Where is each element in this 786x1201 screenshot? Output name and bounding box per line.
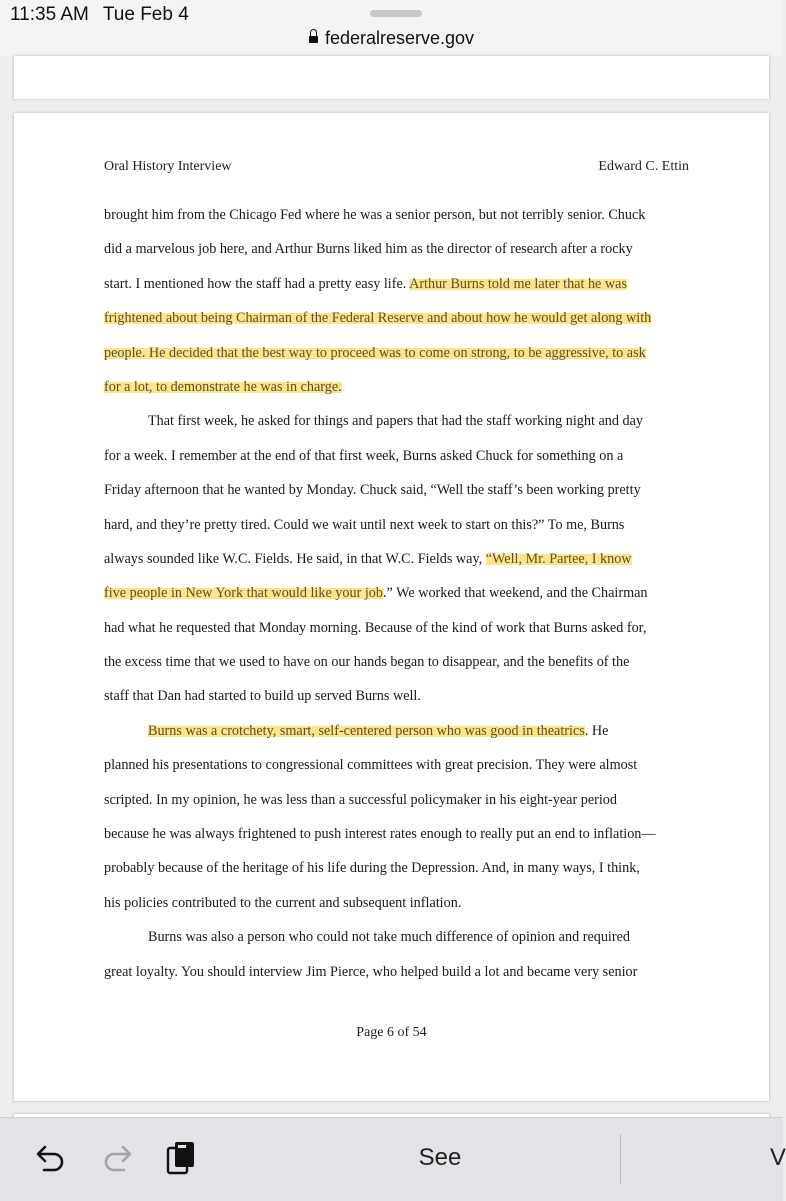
highlighted-text: Burns was a crotchety, smart, self-centered person who was good in theatrics (148, 722, 585, 739)
text-line (104, 955, 700, 989)
text-line (104, 301, 700, 335)
highlighted-text: people. He decided that the best way to proceed was to come on strong, to be aggressive, to ask (104, 344, 646, 361)
page-footer: Page 6 of 54 (356, 1025, 427, 1040)
text-line (104, 267, 700, 301)
text-segment: hard, and they’re pretty tired. Could we wait until next week to start on this?” To me, Burns (104, 516, 625, 533)
text-segment: because he was always frightened to push interest rates enough to really put an end to inflation— (104, 826, 656, 843)
text-line (104, 232, 700, 266)
text-line (104, 748, 700, 782)
text-line (104, 370, 700, 404)
text-segment: That first week, he asked for things and papers that had the staff working night and day (148, 413, 643, 430)
clipboard-button[interactable] (163, 1140, 199, 1176)
text-segment: his policies contributed to the current and subsequent inflation. (104, 894, 462, 911)
text-line (104, 920, 700, 954)
text-line (104, 714, 700, 748)
document-page (14, 113, 769, 1101)
text-segment: Friday afternoon that he wanted by Monday. Chuck said, “Well the staff’s been working pretty (104, 482, 641, 499)
status-date: Tue Feb 4 (102, 4, 189, 25)
text-segment: the excess time that we used to have on our hands began to disappear, and the benefits of the (104, 654, 630, 671)
lock-icon (309, 36, 318, 43)
text-segment: scripted. In my opinion, he was less than a successful policymaker in his eight-year period (104, 791, 617, 808)
text-segment: for a week. I remember at the end of that first week, Burns asked Chuck for something on a (104, 447, 624, 464)
text-line (104, 611, 700, 645)
text-line (104, 404, 700, 438)
address-url: federalreserve.gov (324, 28, 475, 48)
text-line (104, 336, 700, 370)
highlighted-text: “Well, Mr. Partee, I know (485, 550, 632, 567)
text-segment: start. I mentioned how the staff had a pretty easy life. (104, 275, 410, 292)
see-button[interactable]: See (418, 1144, 462, 1171)
highlighted-text: five people in New York that would like your job (104, 585, 383, 602)
status-time: 11:35 AM (10, 4, 89, 25)
highlighted-text: frightened about being Chairman of the Federal Reserve and about how he would get along with (104, 310, 652, 327)
text-line (104, 508, 700, 542)
text-line (104, 473, 700, 507)
toolbar-cutoff-label[interactable]: V (770, 1144, 786, 1171)
bottom-toolbar (0, 1117, 786, 1201)
text-segment: did a marvelous job here, and Arthur Burns liked him as the director of research after a rocky (104, 241, 633, 258)
status-clock (10, 4, 189, 26)
address-bar[interactable] (0, 28, 783, 49)
multitasking-grabber[interactable] (370, 10, 422, 17)
text-segment: had what he requested that Monday morning. Because of the kind of work that Burns asked for, (104, 619, 647, 636)
highlighted-text: Arthur Burns told me later that he was (409, 275, 627, 292)
text-segment: always sounded like W.C. Fields. He said, in that W.C. Fields way, (104, 550, 486, 567)
text-segment: staff that Dan had started to build up served Burns well. (104, 688, 421, 705)
redo-icon (101, 1143, 135, 1173)
previous-page (14, 56, 769, 99)
text-line (104, 851, 700, 885)
document-body (104, 198, 700, 989)
highlighted-text: for a lot, to demonstrate he was in charge. (104, 378, 342, 395)
text-segment: .” We worked that weekend, and the Chairman (382, 585, 648, 602)
undo-button[interactable] (32, 1140, 68, 1176)
status-bar (0, 0, 783, 56)
text-line (104, 645, 700, 679)
text-line (104, 198, 700, 232)
page-header-right: Edward C. Ettin (598, 159, 689, 174)
text-segment: great loyalty. You should interview Jim Pierce, who helped build a lot and became very senior (104, 963, 638, 980)
clipboard-icon (164, 1140, 198, 1176)
undo-icon (33, 1143, 67, 1173)
text-segment: planned his presentations to congressional committees with great precision. They were almost (104, 757, 638, 774)
text-segment: . He (584, 722, 609, 739)
text-line (104, 886, 700, 920)
text-line (104, 817, 700, 851)
text-line (104, 542, 700, 576)
text-line (104, 783, 700, 817)
text-segment: Burns was also a person who could not take much difference of opinion and required (148, 929, 630, 946)
text-segment: probably because of the heritage of his life during the Depression. And, in many ways, I think, (104, 860, 640, 877)
redo-button[interactable] (100, 1140, 136, 1176)
text-line (104, 439, 700, 473)
page-header-left: Oral History Interview (104, 159, 232, 174)
text-line (104, 576, 700, 610)
text-line (104, 679, 700, 713)
text-segment: brought him from the Chicago Fed where he was a senior person, but not terribly senior. Chuck (104, 207, 646, 223)
toolbar-divider (620, 1134, 621, 1184)
